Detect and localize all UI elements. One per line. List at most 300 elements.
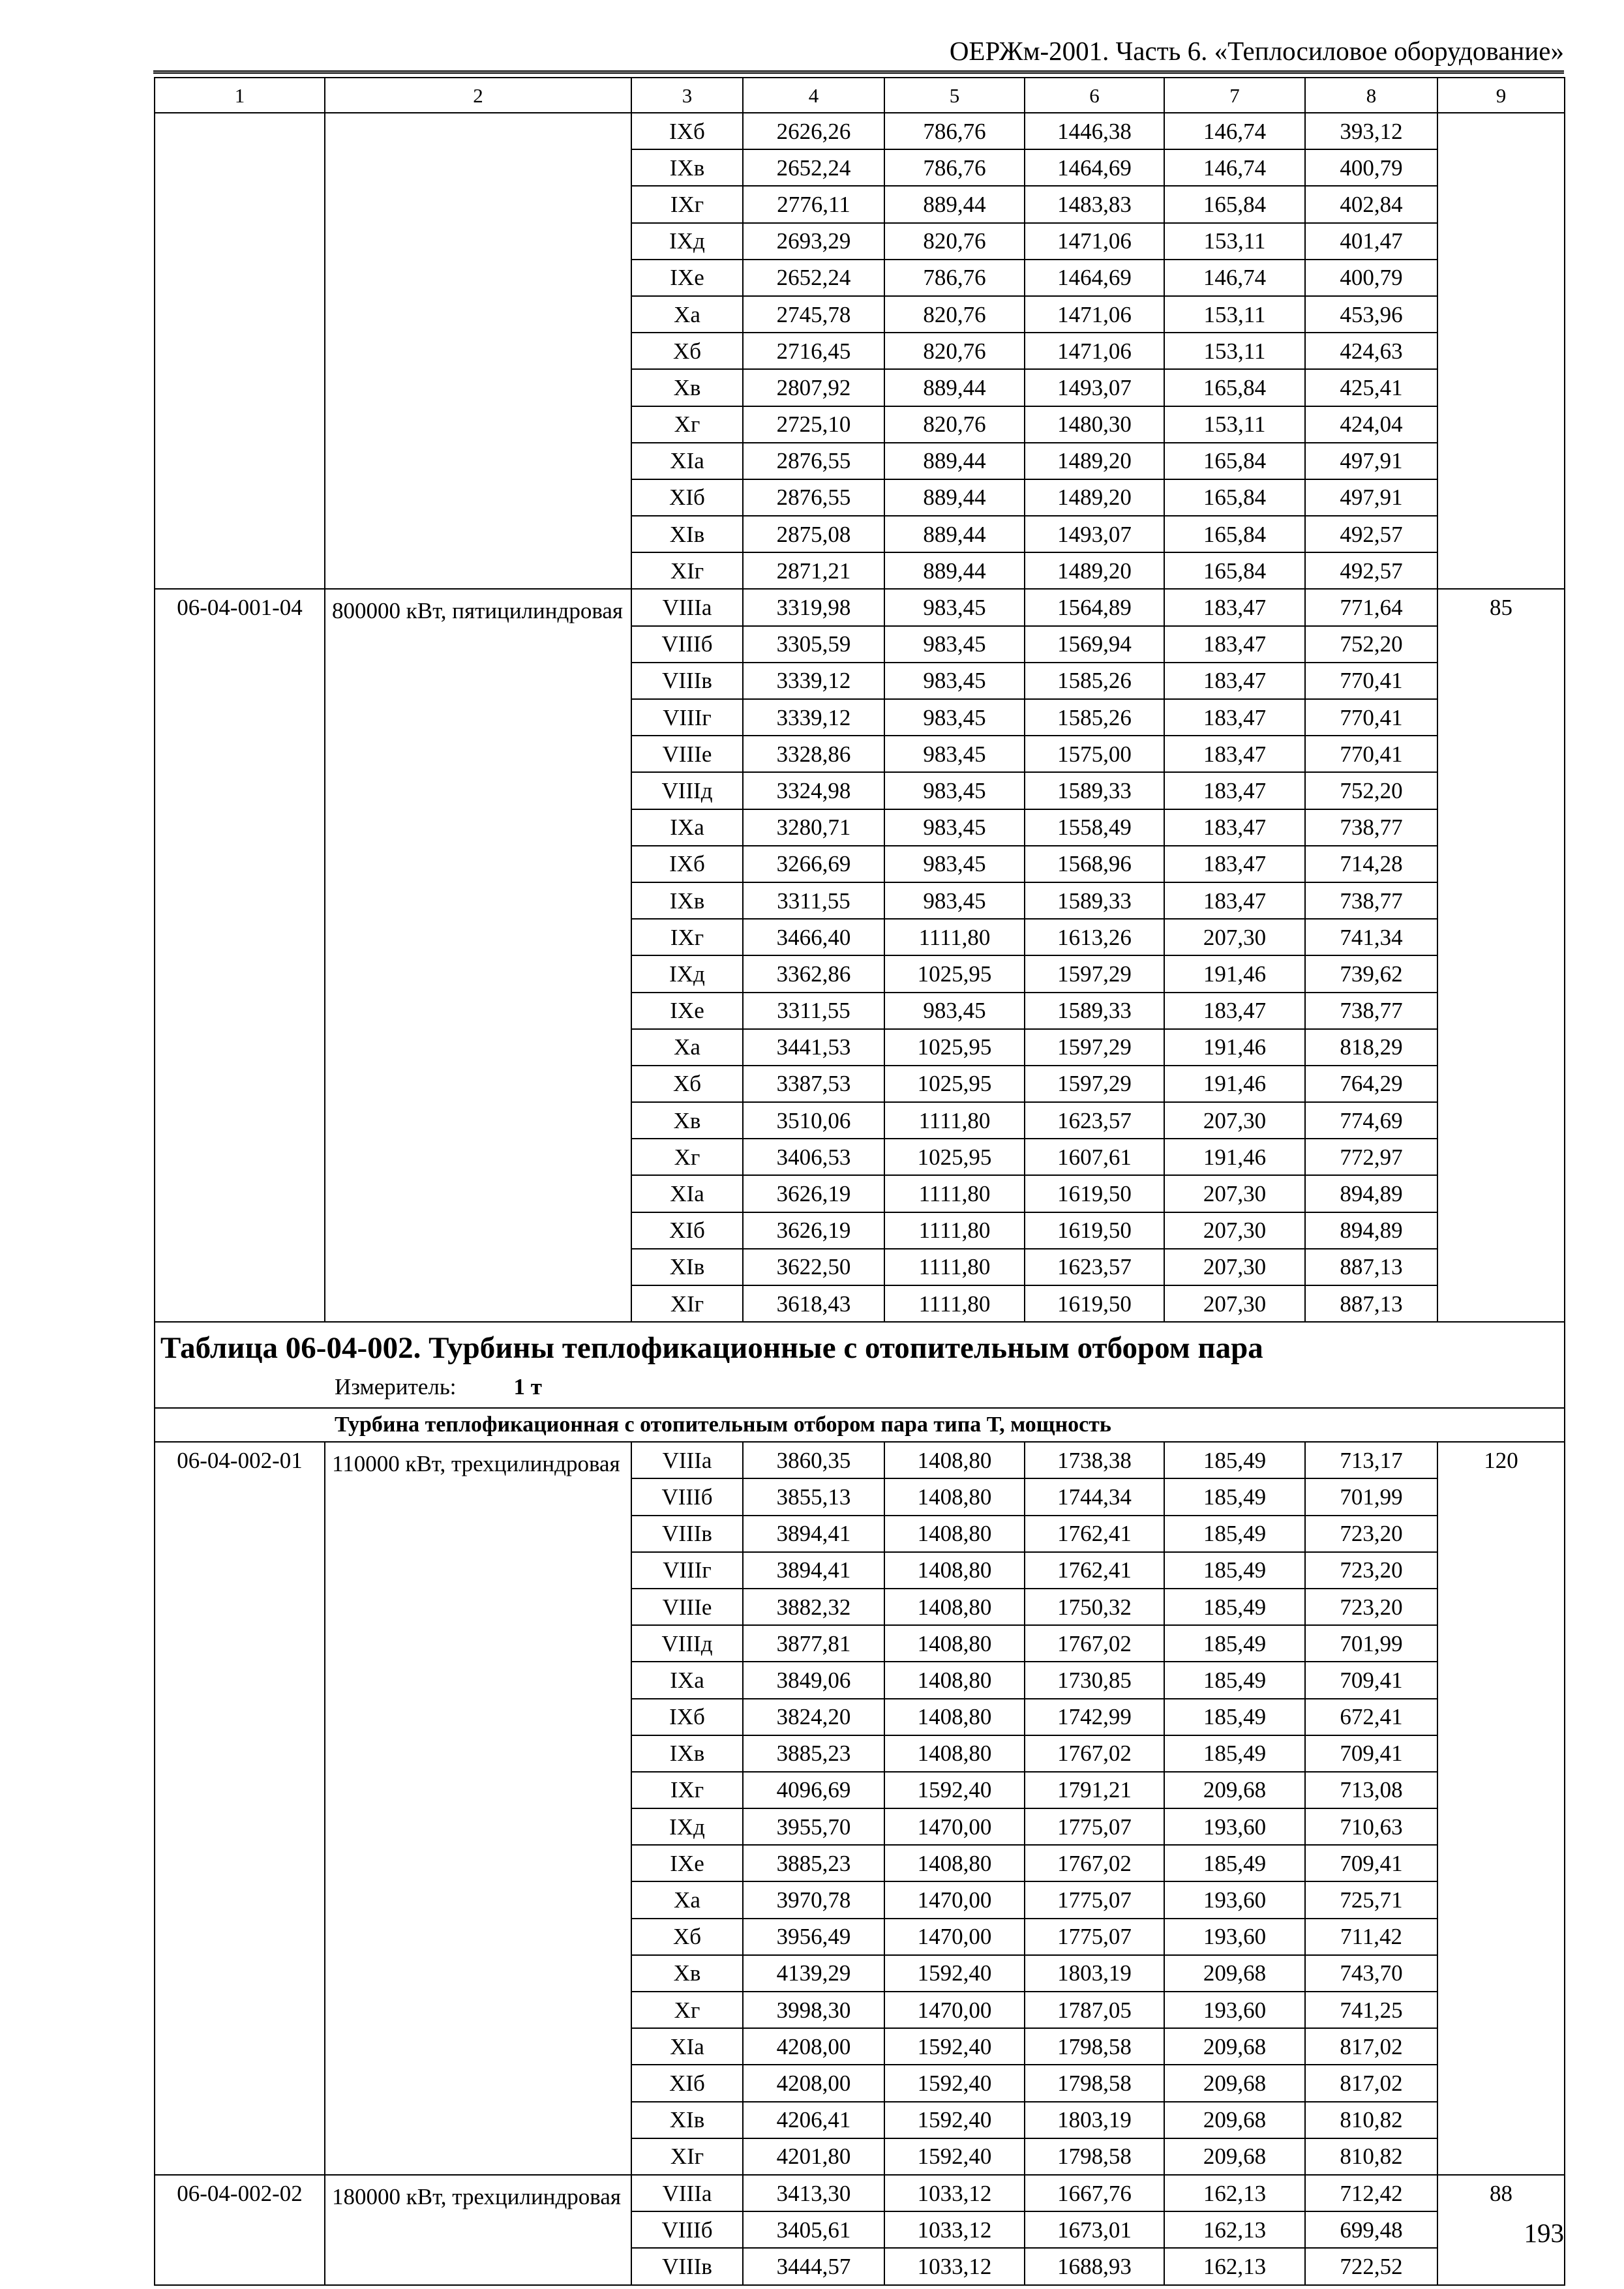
table-cell: 1623,57 xyxy=(1025,1249,1164,1285)
table-cell: 1744,34 xyxy=(1025,1478,1164,1515)
table-cell: 983,45 xyxy=(884,589,1025,625)
table-cell: Xг xyxy=(631,1139,743,1175)
table-cell: VIIIб xyxy=(631,626,743,663)
table-cell: 209,68 xyxy=(1164,1955,1305,1992)
table-cell: 1619,50 xyxy=(1025,1212,1164,1249)
table-cell: 770,41 xyxy=(1305,663,1437,699)
table-cell: 774,69 xyxy=(1305,1102,1437,1139)
table-cell: 207,30 xyxy=(1164,1212,1305,1249)
table-row xyxy=(155,1442,1565,1478)
table-cell: 1750,32 xyxy=(1025,1589,1164,1625)
page-number: 193 xyxy=(1524,2218,1564,2248)
table-cell: 185,49 xyxy=(1164,1516,1305,1552)
norm-name: 800000 кВт, пятицилиндровая xyxy=(325,589,631,1322)
table-cell: 1592,40 xyxy=(884,1955,1025,1992)
table-cell: 1408,80 xyxy=(884,1625,1025,1662)
table-cell: IXг xyxy=(631,919,743,955)
table-cell: 3877,81 xyxy=(743,1625,884,1662)
table-cell: 3441,53 xyxy=(743,1029,884,1066)
table-cell: XIб xyxy=(631,2065,743,2101)
table-cell: 1775,07 xyxy=(1025,1919,1164,1955)
table-cell: 453,96 xyxy=(1305,296,1437,333)
table-cell: 4096,69 xyxy=(743,1772,884,1808)
table-cell: 1592,40 xyxy=(884,2138,1025,2175)
table-cell: 207,30 xyxy=(1164,1175,1305,1212)
table-cell: 1738,38 xyxy=(1025,1442,1164,1478)
table-cell: 165,84 xyxy=(1164,186,1305,222)
table-cell: 1775,07 xyxy=(1025,1808,1164,1845)
table-cell: 1688,93 xyxy=(1025,2248,1164,2284)
table-cell: 1623,57 xyxy=(1025,1102,1164,1139)
table-cell: XIг xyxy=(631,552,743,589)
table-cell: 3882,32 xyxy=(743,1589,884,1625)
table-title: Таблица 06-04-002. Турбины теплофикационные с отопительным отбором пара xyxy=(160,1331,1263,1366)
table-cell: 1470,00 xyxy=(884,1881,1025,1918)
table-cell: IXе xyxy=(631,993,743,1029)
table-cell: 820,76 xyxy=(884,223,1025,260)
table-cell: 153,11 xyxy=(1164,333,1305,369)
table-cell: VIIIе xyxy=(631,736,743,772)
table-cell: 1470,00 xyxy=(884,1992,1025,2028)
table-cell: 183,47 xyxy=(1164,589,1305,625)
table-cell: 2693,29 xyxy=(743,223,884,260)
table-cell: 1489,20 xyxy=(1025,443,1164,479)
table-cell: 770,41 xyxy=(1305,699,1437,736)
table-cell: IXе xyxy=(631,260,743,296)
table-cell: 1408,80 xyxy=(884,1662,1025,1698)
table-cell: VIIIа xyxy=(631,1442,743,1478)
table-cell: 3339,12 xyxy=(743,699,884,736)
table-cell: 4208,00 xyxy=(743,2028,884,2065)
table-cell: 3860,35 xyxy=(743,1442,884,1478)
table-cell: Xг xyxy=(631,1992,743,2028)
table-cell: 162,13 xyxy=(1164,2211,1305,2248)
table-cell: 786,76 xyxy=(884,260,1025,296)
table-cell: VIIIе xyxy=(631,1589,743,1625)
table-cell: 185,49 xyxy=(1164,1845,1305,1881)
table-cell: 146,74 xyxy=(1164,260,1305,296)
table-cell: 1673,01 xyxy=(1025,2211,1164,2248)
table-cell: 193,60 xyxy=(1164,1919,1305,1955)
table-cell: 741,34 xyxy=(1305,919,1437,955)
table-cell: 1592,40 xyxy=(884,2102,1025,2138)
table-cell: 3266,69 xyxy=(743,846,884,882)
table-cell: 2725,10 xyxy=(743,406,884,443)
table-cell: 723,20 xyxy=(1305,1589,1437,1625)
table-cell: 3885,23 xyxy=(743,1735,884,1772)
table-cell: 725,71 xyxy=(1305,1881,1437,1918)
table-cell: 153,11 xyxy=(1164,223,1305,260)
table-cell: 672,41 xyxy=(1305,1699,1437,1735)
table-cell: 711,42 xyxy=(1305,1919,1437,1955)
table-cell: 3626,19 xyxy=(743,1212,884,1249)
table-cell: 4201,80 xyxy=(743,2138,884,2175)
table-cell: 1597,29 xyxy=(1025,1029,1164,1066)
table-cell: 1408,80 xyxy=(884,1845,1025,1881)
table-cell: 1742,99 xyxy=(1025,1699,1164,1735)
table-cell: 3998,30 xyxy=(743,1992,884,2028)
table-cell: 3405,61 xyxy=(743,2211,884,2248)
table-cell: 165,84 xyxy=(1164,552,1305,589)
table-cell: XIб xyxy=(631,479,743,516)
table-cell: 2776,11 xyxy=(743,186,884,222)
table-cell: 1791,21 xyxy=(1025,1772,1164,1808)
table-cell: IXб xyxy=(631,1699,743,1735)
table-cell: 820,76 xyxy=(884,406,1025,443)
table-cell: 887,13 xyxy=(1305,1249,1437,1285)
norm-col9 xyxy=(1437,113,1565,589)
table-cell: 2876,55 xyxy=(743,479,884,516)
table-cell: 1585,26 xyxy=(1025,699,1164,736)
table-cell: 1464,69 xyxy=(1025,149,1164,186)
table-cell: 1025,95 xyxy=(884,955,1025,992)
table-cell: 1033,12 xyxy=(884,2248,1025,2284)
table-cell: 1589,33 xyxy=(1025,772,1164,809)
table-cell: XIа xyxy=(631,443,743,479)
column-number: 7 xyxy=(1164,78,1305,113)
table-cell: 2652,24 xyxy=(743,260,884,296)
table-cell: 889,44 xyxy=(884,479,1025,516)
table-cell: IXа xyxy=(631,809,743,846)
table-cell: 1589,33 xyxy=(1025,993,1164,1029)
table-cell: VIIIб xyxy=(631,2211,743,2248)
table-cell: IXд xyxy=(631,223,743,260)
table-cell: 709,41 xyxy=(1305,1845,1437,1881)
table-cell: 165,84 xyxy=(1164,479,1305,516)
table-cell: 183,47 xyxy=(1164,626,1305,663)
table-subtitle-row xyxy=(155,1408,1565,1442)
table-cell: 4139,29 xyxy=(743,1955,884,1992)
table-cell: 183,47 xyxy=(1164,846,1305,882)
norm-code: 06-04-001-04 xyxy=(155,589,325,1322)
table-cell: 2875,08 xyxy=(743,516,884,552)
table-cell: 1558,49 xyxy=(1025,809,1164,846)
table-cell: 738,77 xyxy=(1305,809,1437,846)
table-cell: 4208,00 xyxy=(743,2065,884,2101)
table-cell: 165,84 xyxy=(1164,369,1305,406)
table-cell: 2745,78 xyxy=(743,296,884,333)
table-cell: 3362,86 xyxy=(743,955,884,992)
table-cell: 3305,59 xyxy=(743,626,884,663)
table-cell: 193,60 xyxy=(1164,1808,1305,1845)
table-cell: 424,04 xyxy=(1305,406,1437,443)
table-cell: 1667,76 xyxy=(1025,2175,1164,2211)
table-cell: 983,45 xyxy=(884,626,1025,663)
table-cell: IXв xyxy=(631,882,743,919)
table-cell: 424,63 xyxy=(1305,333,1437,369)
table-cell: 400,79 xyxy=(1305,260,1437,296)
table-cell: 497,91 xyxy=(1305,443,1437,479)
table-cell: 1033,12 xyxy=(884,2175,1025,2211)
table-cell: 191,46 xyxy=(1164,1066,1305,1102)
table-title-row xyxy=(155,1322,1565,1408)
table-cell: 393,12 xyxy=(1305,113,1437,149)
table-cell: 810,82 xyxy=(1305,2102,1437,2138)
column-number: 4 xyxy=(743,78,884,113)
table-cell: VIIIв xyxy=(631,1516,743,1552)
table-cell: 183,47 xyxy=(1164,699,1305,736)
table-cell: 183,47 xyxy=(1164,882,1305,919)
table-cell: 185,49 xyxy=(1164,1625,1305,1662)
table-cell: 162,13 xyxy=(1164,2175,1305,2211)
table-cell: 400,79 xyxy=(1305,149,1437,186)
table-cell: 1767,02 xyxy=(1025,1625,1164,1662)
table-cell: 817,02 xyxy=(1305,2065,1437,2101)
table-cell: 1762,41 xyxy=(1025,1552,1164,1589)
table-cell: 1787,05 xyxy=(1025,1992,1164,2028)
table-cell: 983,45 xyxy=(884,699,1025,736)
table-cell: 1471,06 xyxy=(1025,296,1164,333)
table-cell: 1489,20 xyxy=(1025,552,1164,589)
table-cell: 743,70 xyxy=(1305,1955,1437,1992)
table-title-cell xyxy=(155,1322,1565,1408)
norm-col9: 88 xyxy=(1437,2175,1565,2285)
table-cell: 209,68 xyxy=(1164,2102,1305,2138)
table-cell: 772,97 xyxy=(1305,1139,1437,1175)
table-cell: 701,99 xyxy=(1305,1478,1437,1515)
table-cell: 1446,38 xyxy=(1025,113,1164,149)
norm-code xyxy=(155,113,325,589)
table-cell: 1025,95 xyxy=(884,1139,1025,1175)
table-cell: IXв xyxy=(631,149,743,186)
table-cell: 207,30 xyxy=(1164,1102,1305,1139)
table-cell: Xб xyxy=(631,1066,743,1102)
table-cell: XIа xyxy=(631,2028,743,2065)
table-cell: 983,45 xyxy=(884,663,1025,699)
table-cell: 820,76 xyxy=(884,296,1025,333)
table-cell: 3956,49 xyxy=(743,1919,884,1955)
table-cell: 1493,07 xyxy=(1025,516,1164,552)
table-cell: 1613,26 xyxy=(1025,919,1164,955)
table-cell: IXд xyxy=(631,1808,743,1845)
table-cell: 713,17 xyxy=(1305,1442,1437,1478)
table-cell: 165,84 xyxy=(1164,443,1305,479)
table-cell: 710,63 xyxy=(1305,1808,1437,1845)
column-number: 9 xyxy=(1437,78,1565,113)
measure-label: Измеритель: xyxy=(335,1373,457,1399)
table-cell: 889,44 xyxy=(884,186,1025,222)
table-cell: 820,76 xyxy=(884,333,1025,369)
table-cell: IXг xyxy=(631,186,743,222)
table-cell: 1408,80 xyxy=(884,1589,1025,1625)
table-cell: IXб xyxy=(631,846,743,882)
table-cell: 3970,78 xyxy=(743,1881,884,1918)
table-cell: 1408,80 xyxy=(884,1735,1025,1772)
table-cell: 1408,80 xyxy=(884,1442,1025,1478)
table-cell: VIIIб xyxy=(631,1478,743,1515)
table-cell: Xа xyxy=(631,1029,743,1066)
table-cell: 209,68 xyxy=(1164,2065,1305,2101)
table-cell: 3824,20 xyxy=(743,1699,884,1735)
table-cell: 153,11 xyxy=(1164,296,1305,333)
table-cell: 786,76 xyxy=(884,149,1025,186)
norm-col9: 85 xyxy=(1437,589,1565,1322)
table-cell: 183,47 xyxy=(1164,736,1305,772)
column-number: 8 xyxy=(1305,78,1437,113)
table-cell: 1111,80 xyxy=(884,919,1025,955)
table-cell: 889,44 xyxy=(884,552,1025,589)
table-cell: 193,60 xyxy=(1164,1881,1305,1918)
table-cell: 153,11 xyxy=(1164,406,1305,443)
table-cell: XIб xyxy=(631,1212,743,1249)
table-cell: 1564,89 xyxy=(1025,589,1164,625)
table-cell: 1730,85 xyxy=(1025,1662,1164,1698)
table-cell: 810,82 xyxy=(1305,2138,1437,2175)
table-cell: 1619,50 xyxy=(1025,1285,1164,1322)
header-rule xyxy=(153,70,1564,74)
norm-col9: 120 xyxy=(1437,1442,1565,2175)
table-cell: 738,77 xyxy=(1305,882,1437,919)
table-cell: 752,20 xyxy=(1305,772,1437,809)
table-cell: 752,20 xyxy=(1305,626,1437,663)
table-cell: 3387,53 xyxy=(743,1066,884,1102)
table-cell: 889,44 xyxy=(884,516,1025,552)
table-row xyxy=(155,2175,1565,2211)
table-cell: 497,91 xyxy=(1305,479,1437,516)
table-cell: 3855,13 xyxy=(743,1478,884,1515)
table-cell: 191,46 xyxy=(1164,1029,1305,1066)
table-cell: 1408,80 xyxy=(884,1516,1025,1552)
table-cell: 3413,30 xyxy=(743,2175,884,2211)
norm-name: 110000 кВт, трехцилиндровая xyxy=(325,1442,631,2175)
table-cell: 714,28 xyxy=(1305,846,1437,882)
table-cell: 185,49 xyxy=(1164,1699,1305,1735)
table-cell: Xг xyxy=(631,406,743,443)
table-cell: 738,77 xyxy=(1305,993,1437,1029)
table-cell: XIв xyxy=(631,1249,743,1285)
table-cell: 722,52 xyxy=(1305,2248,1437,2284)
table-cell: 1589,33 xyxy=(1025,882,1164,919)
table-cell: 3311,55 xyxy=(743,882,884,919)
table-cell: VIIIв xyxy=(631,663,743,699)
table-cell: 889,44 xyxy=(884,443,1025,479)
table-cell: 1607,61 xyxy=(1025,1139,1164,1175)
table-cell: 1483,83 xyxy=(1025,186,1164,222)
table-cell: IXе xyxy=(631,1845,743,1881)
norm-name: 180000 кВт, трехцилиндровая xyxy=(325,2175,631,2285)
table-cell: 894,89 xyxy=(1305,1212,1437,1249)
table-cell: 2652,24 xyxy=(743,149,884,186)
table-cell: 1592,40 xyxy=(884,2065,1025,2101)
norm-name xyxy=(325,113,631,589)
measure-line xyxy=(160,1375,1564,1398)
table-cell: 1111,80 xyxy=(884,1285,1025,1322)
table-cell: 983,45 xyxy=(884,736,1025,772)
table-cell: 764,29 xyxy=(1305,1066,1437,1102)
table-cell: 983,45 xyxy=(884,993,1025,1029)
table-cell: 146,74 xyxy=(1164,149,1305,186)
table-cell: 3510,06 xyxy=(743,1102,884,1139)
table-cell: 209,68 xyxy=(1164,1772,1305,1808)
table-cell: 185,49 xyxy=(1164,1442,1305,1478)
table-cell: 3311,55 xyxy=(743,993,884,1029)
table-cell: 2626,26 xyxy=(743,113,884,149)
table-cell: 165,84 xyxy=(1164,516,1305,552)
table-cell: 1470,00 xyxy=(884,1808,1025,1845)
table-cell: Xв xyxy=(631,369,743,406)
table-cell: 817,02 xyxy=(1305,2028,1437,2065)
table-cell: 3618,43 xyxy=(743,1285,884,1322)
table-cell: 3894,41 xyxy=(743,1516,884,1552)
table-cell: 887,13 xyxy=(1305,1285,1437,1322)
table-cell: XIг xyxy=(631,1285,743,1322)
table-cell: 983,45 xyxy=(884,846,1025,882)
table-cell: 1111,80 xyxy=(884,1212,1025,1249)
table-cell: 3280,71 xyxy=(743,809,884,846)
table-cell: 3622,50 xyxy=(743,1249,884,1285)
table-cell: IXд xyxy=(631,955,743,992)
table-cell: 818,29 xyxy=(1305,1029,1437,1066)
table-cell: 1464,69 xyxy=(1025,260,1164,296)
table-cell: Xа xyxy=(631,1881,743,1918)
table-cell: 492,57 xyxy=(1305,552,1437,589)
norm-code: 06-04-002-02 xyxy=(155,2175,325,2285)
table-cell: VIIIа xyxy=(631,2175,743,2211)
table-cell: Xв xyxy=(631,1955,743,1992)
table-cell: 1767,02 xyxy=(1025,1845,1164,1881)
table-cell: 3849,06 xyxy=(743,1662,884,1698)
table-cell: 183,47 xyxy=(1164,772,1305,809)
table-cell: 1489,20 xyxy=(1025,479,1164,516)
table-cell: 894,89 xyxy=(1305,1175,1437,1212)
table-cell: 209,68 xyxy=(1164,2138,1305,2175)
table-cell: 1408,80 xyxy=(884,1552,1025,1589)
table-cell: 741,25 xyxy=(1305,1992,1437,2028)
table-cell: 1480,30 xyxy=(1025,406,1164,443)
table-cell: 425,41 xyxy=(1305,369,1437,406)
table-cell: 739,62 xyxy=(1305,955,1437,992)
table-cell: VIIIг xyxy=(631,1552,743,1589)
table-cell: XIа xyxy=(631,1175,743,1212)
table-cell: 1493,07 xyxy=(1025,369,1164,406)
table-cell: 1111,80 xyxy=(884,1249,1025,1285)
table-cell: 3885,23 xyxy=(743,1845,884,1881)
table-cell: 1597,29 xyxy=(1025,1066,1164,1102)
table-cell: IXв xyxy=(631,1735,743,1772)
table-cell: 2876,55 xyxy=(743,443,884,479)
table-cell: 723,20 xyxy=(1305,1516,1437,1552)
table-cell: 191,46 xyxy=(1164,955,1305,992)
column-number: 3 xyxy=(631,78,743,113)
table-cell: 207,30 xyxy=(1164,1285,1305,1322)
table-cell: 185,49 xyxy=(1164,1735,1305,1772)
table-cell: 185,49 xyxy=(1164,1478,1305,1515)
table-cell: Xв xyxy=(631,1102,743,1139)
table-cell: 713,08 xyxy=(1305,1772,1437,1808)
table-cell: 1762,41 xyxy=(1025,1516,1164,1552)
table-cell: 1798,58 xyxy=(1025,2065,1164,2101)
table-cell: VIIIд xyxy=(631,772,743,809)
table-cell: 3324,98 xyxy=(743,772,884,809)
table-cell: 983,45 xyxy=(884,772,1025,809)
table-subtitle: Турбина теплофикационная с отопительным отбором пара типа Т, мощность xyxy=(155,1408,1565,1442)
table-cell: 1575,00 xyxy=(1025,736,1164,772)
table-cell: 983,45 xyxy=(884,882,1025,919)
table-cell: 1569,94 xyxy=(1025,626,1164,663)
table-cell: VIIIд xyxy=(631,1625,743,1662)
table-cell: 1775,07 xyxy=(1025,1881,1164,1918)
table-cell: Xб xyxy=(631,1919,743,1955)
page-header: ОЕРЖм-2001. Часть 6. «Теплосиловое оборудование» xyxy=(949,36,1564,66)
table-cell: 1471,06 xyxy=(1025,223,1164,260)
table-cell: 3894,41 xyxy=(743,1552,884,1589)
table-cell: 1619,50 xyxy=(1025,1175,1164,1212)
table-cell: 185,49 xyxy=(1164,1552,1305,1589)
table-cell: 3955,70 xyxy=(743,1808,884,1845)
table-cell: 1033,12 xyxy=(884,2211,1025,2248)
table-cell: 1803,19 xyxy=(1025,2102,1164,2138)
table-cell: 209,68 xyxy=(1164,2028,1305,2065)
